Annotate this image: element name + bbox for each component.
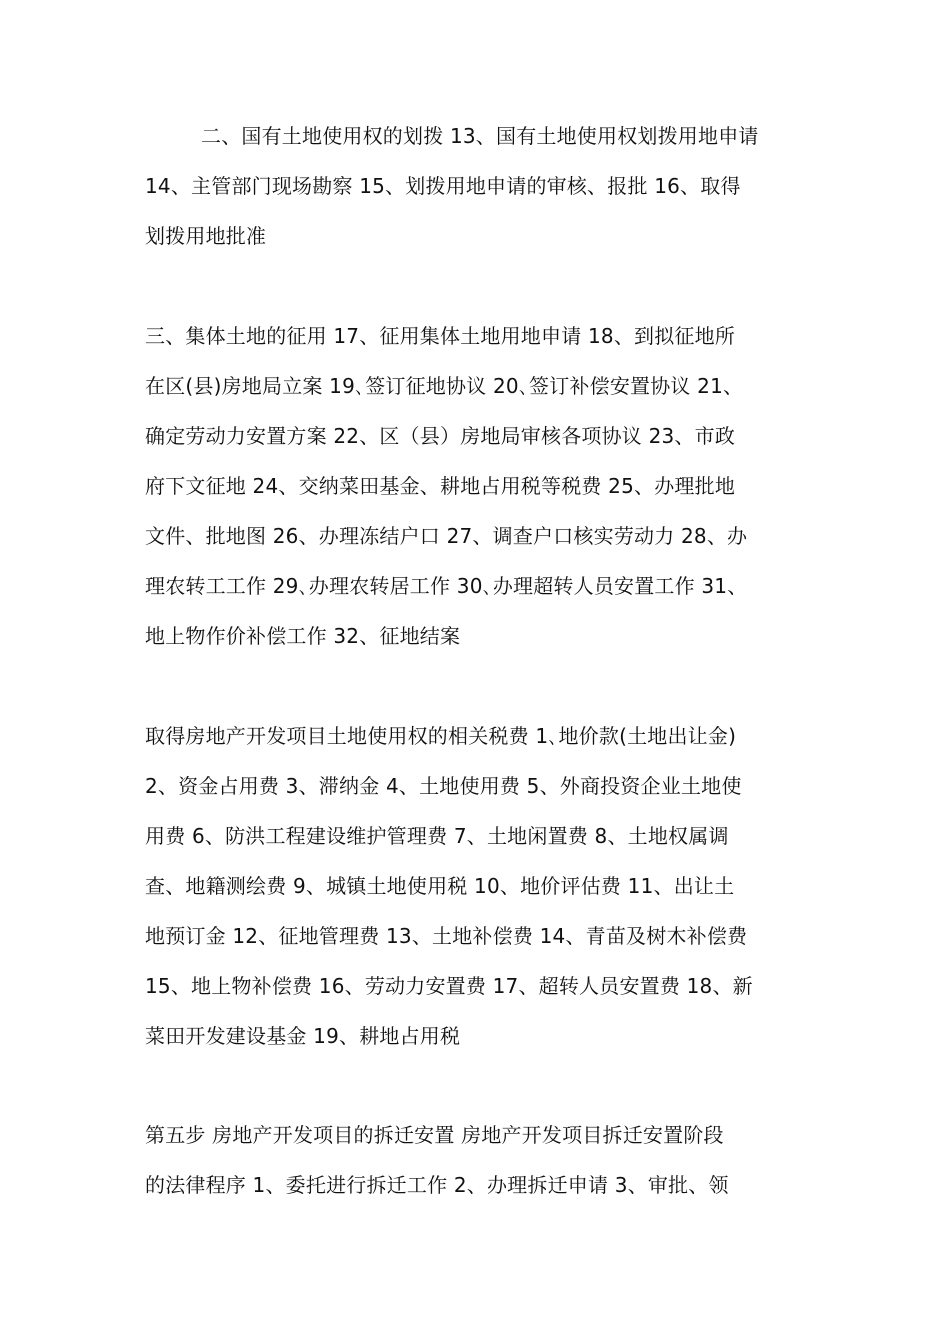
text-line: 2、资金占用费 3、滞纳金 4、土地使用费 5、外商投资企业土地使 (145, 774, 742, 798)
text-line: 文件、批地图 26、办理冻结户口 27、调查户口核实劳动力 28、办 (145, 524, 748, 548)
text-line: 划拨用地批准 (145, 224, 267, 248)
text-line: 三、集体土地的征用 17、征用集体土地用地申请 18、到拟征地所 (145, 324, 736, 348)
text-line: 确定劳动力安置方案 22、区（县）房地局审核各项协议 23、市政 (145, 424, 736, 448)
text-line: 在区(县)房地局立案 19､签订征地协议 20､签订补偿安置协议 21、 (145, 374, 744, 398)
text-line: 15、地上物补偿费 16、劳动力安置费 17、超转人员安置费 18、新 (145, 974, 753, 998)
paragraph-step-five-demolition (145, 1110, 815, 1210)
text-line: 取得房地产开发项目土地使用权的相关税费 1､地价款(土地出让金) (145, 724, 737, 748)
text-line: 的法律程序 1、委托进行拆迁工作 2、办理拆迁申请 3、审批、领 (145, 1173, 729, 1197)
text-line: 地预订金 12、征地管理费 13、土地补偿费 14、青苗及树木补偿费 (145, 924, 748, 948)
text-line: 二、国有土地使用权的划拨 13、国有土地使用权划拨用地申请 (201, 124, 759, 148)
text-line: 地上物作价补偿工作 32、征地结案 (145, 624, 461, 648)
paragraph-related-taxes-fees (145, 711, 815, 1061)
text-line: 第五步 房地产开发项目的拆迁安置 房地产开发项目拆迁安置阶段 (145, 1123, 724, 1147)
text-line: 查、地籍测绘费 9、城镇土地使用税 10、地价评估费 11、出让土 (145, 874, 735, 898)
text-line: 用费 6、防洪工程建设维护管理费 7、土地闲置费 8、土地权属调 (145, 824, 729, 848)
text-line: 菜田开发建设基金 19、耕地占用税 (145, 1024, 461, 1048)
text-line: 14、主管部门现场勘察 15、划拨用地申请的审核、报批 16、取得 (145, 174, 741, 198)
paragraph-collective-land-requisition (145, 311, 815, 661)
paragraph-land-allocation (145, 111, 815, 261)
text-line: 理农转工工作 29､办理农转居工作 30､办理超转人员安置工作 31、 (145, 574, 748, 598)
text-line: 府下文征地 24、交纳菜田基金、耕地占用税等税费 25、办理批地 (145, 474, 736, 498)
